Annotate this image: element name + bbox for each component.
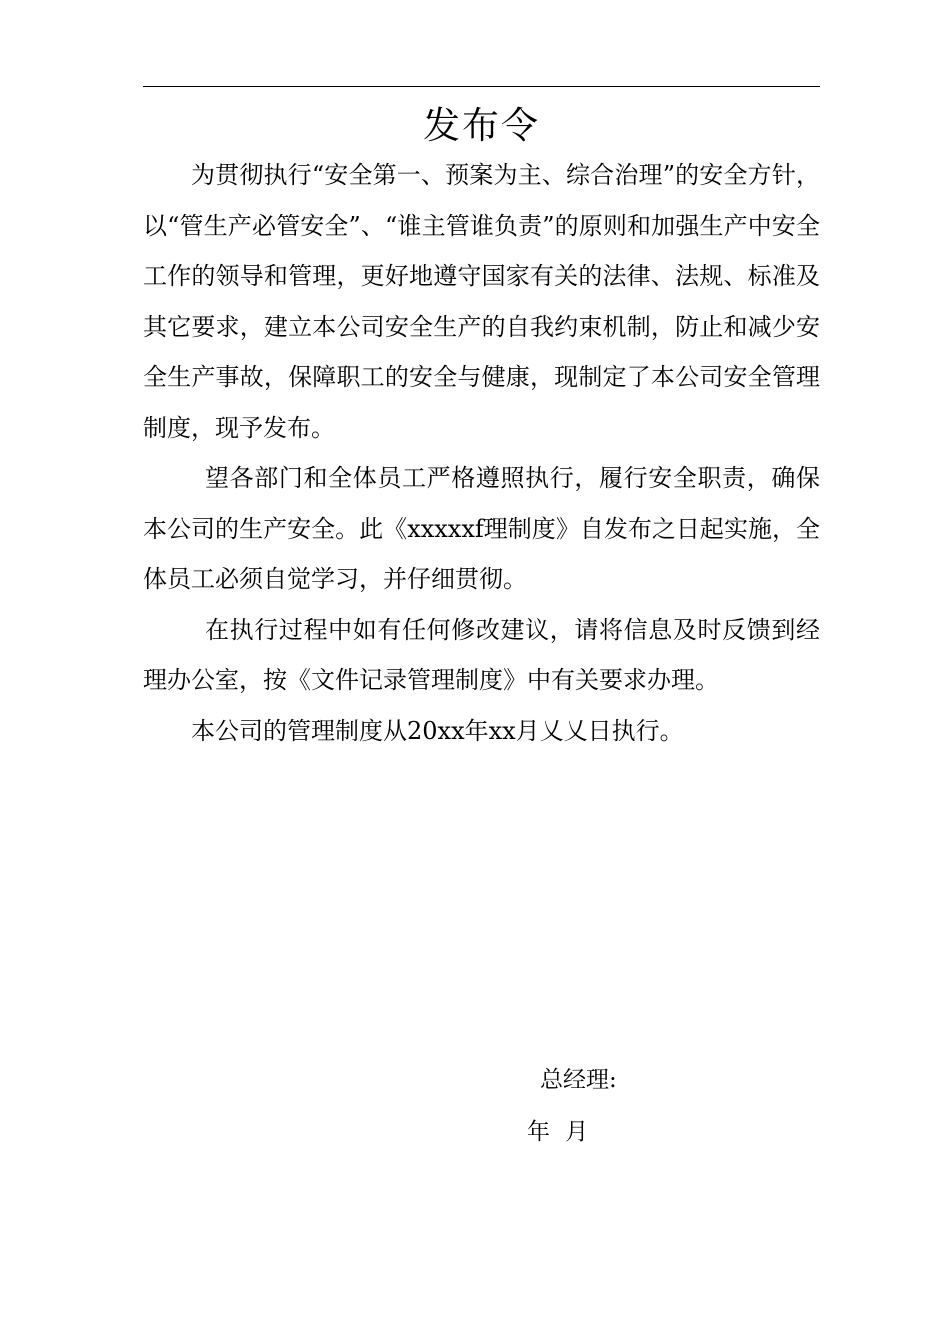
paragraph-compliance: 望各部门和全体员工严格遵照执行，履行安全职责，确保本公司的生产安全。此《xxxxxf理制度》自发布之日起实施，全体员工必须自觉学习，并仔细贯彻。	[143, 464, 820, 593]
signature-date: 年 月	[527, 1119, 589, 1145]
top-divider	[143, 86, 820, 87]
paragraph-effective-date: 本公司的管理制度从20xx年xx月乂乂日执行。	[191, 716, 684, 745]
signature-label: 总经理:	[540, 1067, 617, 1093]
document-body	[143, 150, 820, 756]
page-title: 发布令	[423, 104, 540, 147]
paragraph-feedback: 在执行过程中如有任何修改建议，请将信息及时反馈到经理办公室，按《文件记录管理制度》中有关要求办理。	[143, 615, 820, 694]
paragraph-purpose: 为贯彻执行“安全第一、预案为主、综合治理”的安全方针，以“管生产必管安全”、“谁主管谁负责”的原则和加强生产中安全工作的领导和管理，更好地遵守国家有关的法律、法规、标准及其它要求，建立本公司安全生产的自我约束机制，防止和减少安全生产事故，保障职工的安全与健康，现制定了本公司安全管理制度，现予发布。	[143, 161, 820, 442]
